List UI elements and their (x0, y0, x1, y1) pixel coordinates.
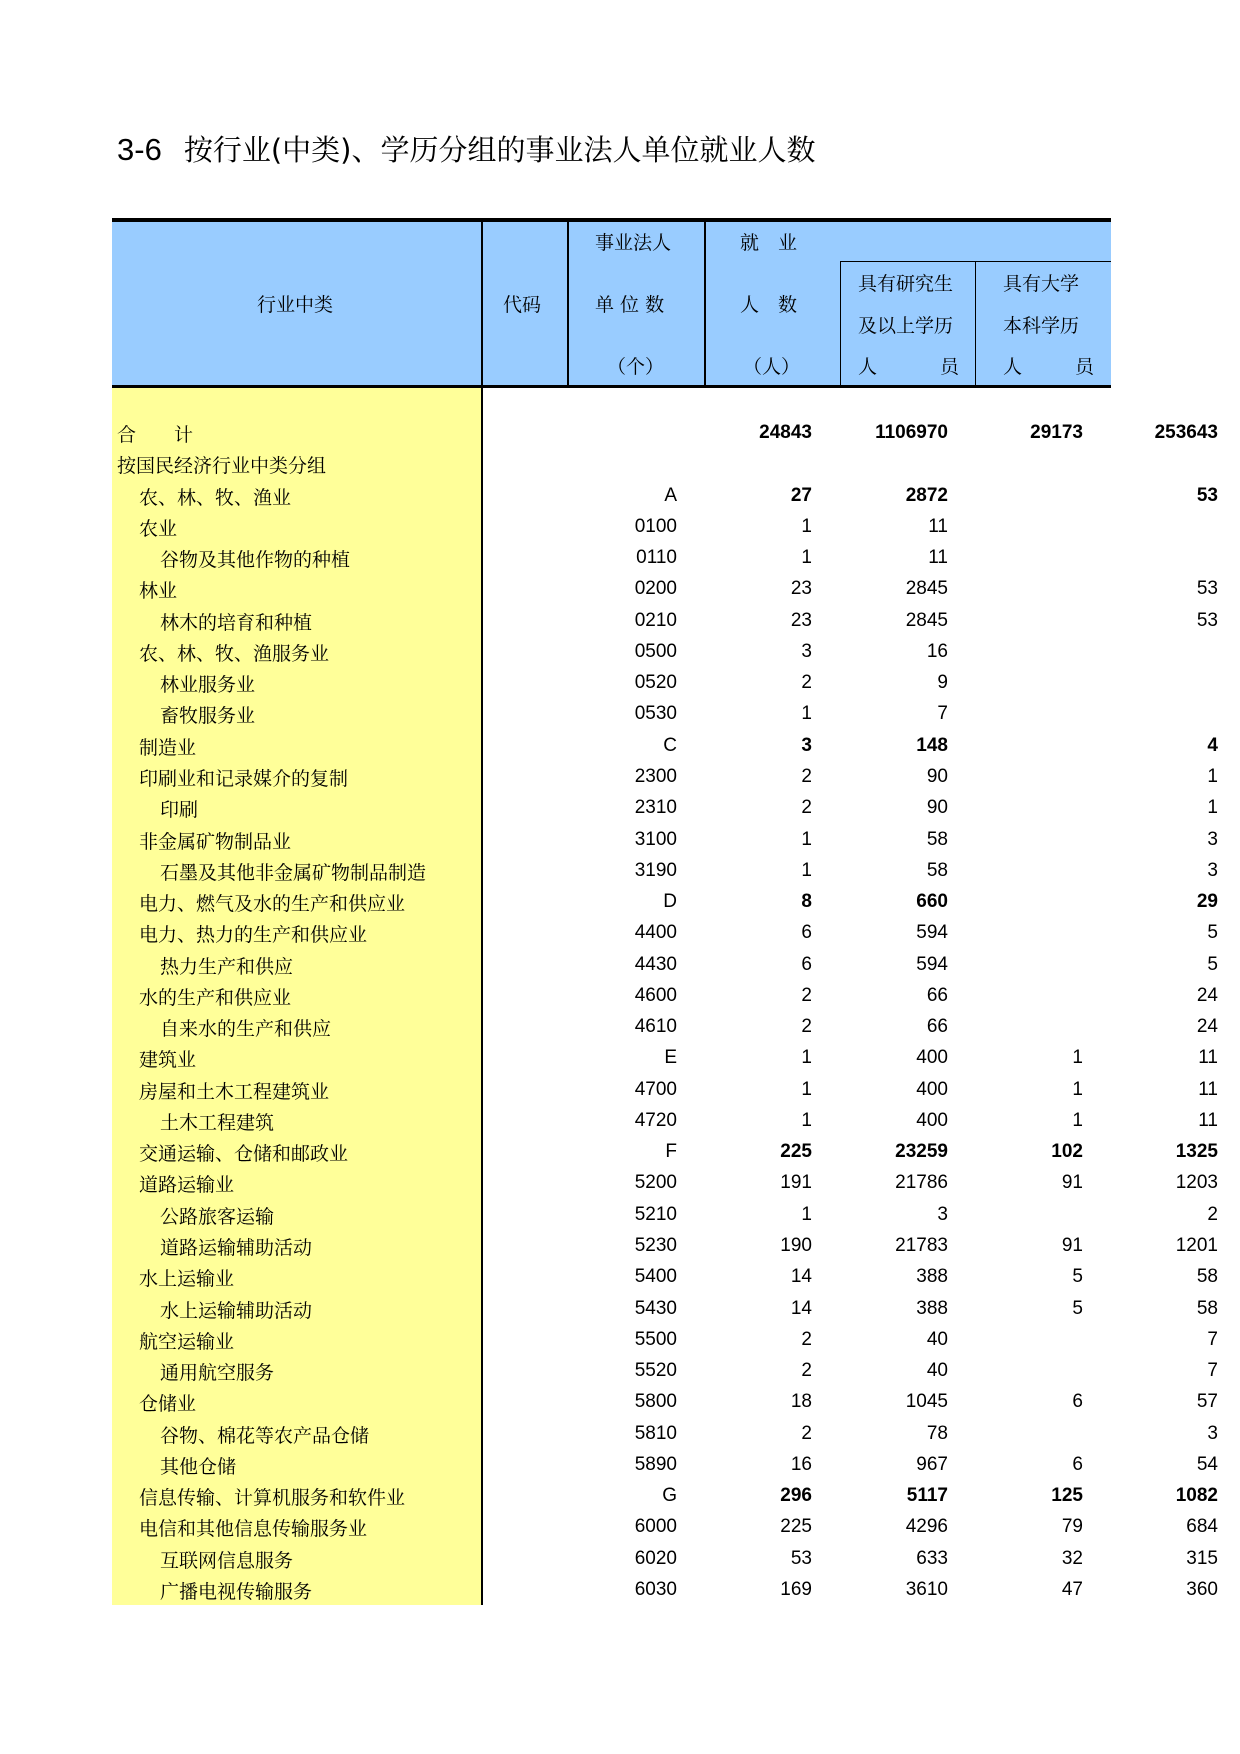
table-row (112, 1577, 1218, 1608)
industry-code: 5810 (634, 1422, 677, 1444)
industry-name: 航空运输业 (139, 1330, 235, 1353)
table-row (112, 1483, 1218, 1514)
employed-count: 11 (928, 515, 948, 537)
postgrad-count: 5 (1072, 1266, 1083, 1288)
header-bachelor-line3b: 员 (1075, 356, 1095, 378)
header-divider-postgrad (840, 261, 841, 387)
units-count: 23 (790, 578, 812, 600)
industry-code: 5520 (634, 1360, 677, 1382)
table-row (112, 451, 1111, 482)
industry-code: 0100 (634, 515, 677, 537)
units-count: 27 (790, 484, 812, 506)
industry-name: 交通运输、仓储和邮政业 (139, 1143, 349, 1166)
header-postgrad-line3a: 人 (858, 356, 878, 378)
employed-count: 58 (926, 828, 948, 850)
bachelor-count: 11 (1198, 1078, 1218, 1100)
units-count: 169 (780, 1578, 812, 1600)
table-row (112, 608, 1218, 639)
industry-code: D (663, 891, 677, 913)
industry-code: 2300 (634, 765, 677, 787)
bachelor-count: 684 (1186, 1516, 1218, 1538)
employed-count: 90 (926, 797, 948, 819)
industry-code: 4400 (634, 922, 677, 944)
units-count: 1 (801, 1203, 812, 1225)
industry-name: 石墨及其他非金属矿物制品制造 (160, 861, 427, 884)
table-row (112, 952, 1218, 983)
industry-name: 自来水的生产和供应 (160, 1018, 332, 1041)
employed-count: 2872 (905, 484, 948, 506)
table-row (112, 1327, 1218, 1358)
industry-name: 印刷业和记录媒介的复制 (139, 767, 349, 790)
industry-code: 6000 (634, 1516, 677, 1538)
bachelor-count: 1325 (1175, 1141, 1218, 1163)
industry-code: 4720 (634, 1109, 677, 1131)
table-row (112, 1139, 1218, 1170)
employed-count: 23259 (895, 1141, 948, 1163)
industry-name: 谷物、棉花等农产品仓储 (160, 1424, 370, 1447)
table-row (112, 701, 1111, 732)
bachelor-count: 253643 (1154, 422, 1218, 443)
bachelor-count: 2 (1207, 1203, 1218, 1225)
employed-count: 594 (916, 953, 948, 975)
industry-name: 按国民经济行业中类分组 (117, 455, 327, 478)
units-count: 1 (801, 547, 812, 569)
header-postgrad-line3b: 员 (940, 356, 960, 378)
industry-code: 5230 (634, 1235, 677, 1257)
bachelor-count: 58 (1196, 1266, 1218, 1288)
employed-count: 9 (937, 672, 948, 694)
table-row (112, 1264, 1218, 1295)
postgrad-count: 6 (1072, 1391, 1083, 1413)
industry-name: 水上运输业 (139, 1268, 235, 1291)
units-count: 14 (790, 1266, 812, 1288)
industry-name: 印刷 (160, 799, 199, 822)
units-count: 2 (801, 797, 812, 819)
industry-code: 5890 (634, 1453, 677, 1475)
industry-code: 5800 (634, 1391, 677, 1413)
bachelor-count: 1 (1207, 765, 1218, 787)
header-divider-employed (704, 221, 706, 387)
industry-code: 4610 (634, 1016, 677, 1038)
industry-name: 非金属矿物制品业 (139, 830, 292, 853)
units-count: 23 (790, 609, 812, 631)
postgrad-count: 47 (1061, 1578, 1083, 1600)
header-units-line2: 单 位 数 (595, 294, 665, 316)
employed-count: 7 (937, 703, 948, 725)
bachelor-count: 57 (1196, 1391, 1218, 1413)
industry-name: 水上运输辅助活动 (160, 1299, 313, 1322)
bachelor-count: 11 (1198, 1109, 1218, 1131)
industry-code: F (665, 1141, 677, 1163)
table-row (112, 983, 1218, 1014)
industry-code: 5400 (634, 1266, 677, 1288)
table-row (112, 1045, 1218, 1076)
bachelor-count: 1082 (1175, 1485, 1218, 1507)
header-divider-units (567, 221, 569, 387)
bachelor-count: 1201 (1175, 1235, 1218, 1257)
postgrad-count: 125 (1051, 1485, 1083, 1507)
postgrad-count: 1 (1072, 1109, 1083, 1131)
employed-count: 594 (916, 922, 948, 944)
units-count: 1 (801, 1109, 812, 1131)
postgrad-count: 1 (1072, 1047, 1083, 1069)
bachelor-count: 360 (1186, 1578, 1218, 1600)
industry-name: 公路旅客运输 (160, 1205, 275, 1228)
bachelor-count: 24 (1196, 984, 1218, 1006)
units-count: 1 (801, 1078, 812, 1100)
table-row (112, 858, 1218, 889)
page-title (117, 128, 815, 169)
postgrad-count: 6 (1072, 1453, 1083, 1475)
industry-name: 互联网信息服务 (160, 1549, 294, 1572)
bachelor-count: 315 (1186, 1547, 1218, 1569)
table-row (112, 545, 1111, 576)
employed-count: 66 (926, 1016, 948, 1038)
industry-code: 3100 (634, 828, 677, 850)
industry-code: 5200 (634, 1172, 677, 1194)
employed-count: 1106970 (875, 422, 948, 443)
employed-count: 21786 (895, 1172, 948, 1194)
industry-name: 合 计 (117, 424, 194, 446)
units-count: 296 (780, 1485, 812, 1507)
table-number: 3-6 (117, 132, 162, 167)
postgrad-count: 5 (1072, 1297, 1083, 1319)
employed-count: 16 (926, 640, 948, 662)
units-count: 1 (801, 859, 812, 881)
industry-name: 电力、热力的生产和供应业 (139, 924, 368, 947)
table-row (112, 639, 1111, 670)
header-code: 代码 (503, 294, 542, 316)
employed-count: 633 (916, 1547, 948, 1569)
table-row (112, 1014, 1218, 1045)
industry-code: 5500 (634, 1328, 677, 1350)
industry-code: A (664, 484, 677, 506)
header-employed-line3: （人） (743, 356, 801, 378)
header-divider-bachelor (975, 261, 976, 387)
bachelor-count: 11 (1198, 1047, 1218, 1069)
table-row (112, 670, 1111, 701)
units-count: 3 (801, 640, 812, 662)
bachelor-count: 58 (1196, 1297, 1218, 1319)
employed-count: 967 (916, 1453, 948, 1475)
industry-code: 0500 (634, 640, 677, 662)
units-count: 225 (780, 1141, 812, 1163)
employed-count: 388 (916, 1297, 948, 1319)
units-count: 24843 (759, 422, 812, 443)
employed-count: 660 (916, 891, 948, 913)
table-row (112, 920, 1218, 951)
table-row (112, 420, 1218, 451)
industry-name: 林业服务业 (160, 674, 256, 697)
industry-code: 0210 (634, 609, 677, 631)
units-count: 1 (801, 703, 812, 725)
units-count: 1 (801, 1047, 812, 1069)
header-employed-line1: 就 业 (740, 232, 798, 254)
industry-name: 信息传输、计算机服务和软件业 (139, 1487, 406, 1510)
employed-count: 40 (926, 1360, 948, 1382)
units-count: 2 (801, 765, 812, 787)
table-row (112, 1358, 1218, 1389)
units-count: 2 (801, 672, 812, 694)
industry-name: 农业 (139, 517, 178, 540)
employed-count: 3 (937, 1203, 948, 1225)
industry-name: 建筑业 (139, 1049, 197, 1072)
industry-name: 林业 (139, 580, 178, 603)
industry-name: 热力生产和供应 (160, 955, 294, 978)
table-row (112, 1296, 1218, 1327)
employed-count: 78 (926, 1422, 948, 1444)
units-count: 2 (801, 984, 812, 1006)
employed-count: 11 (928, 547, 948, 569)
industry-code: 4600 (634, 984, 677, 1006)
industry-name: 谷物及其他作物的种植 (160, 549, 351, 572)
industry-name: 农、林、牧、渔业 (139, 486, 292, 509)
table-row (112, 576, 1218, 607)
header-units-line3: （个） (607, 356, 665, 378)
table-row (112, 1233, 1218, 1264)
employed-count: 400 (916, 1109, 948, 1131)
units-count: 2 (801, 1360, 812, 1382)
industry-code: 5210 (634, 1203, 677, 1225)
table-row (112, 827, 1218, 858)
table-row (112, 764, 1218, 795)
postgrad-count: 91 (1061, 1172, 1083, 1194)
industry-name: 电信和其他信息传输服务业 (139, 1518, 368, 1541)
employed-count: 1045 (905, 1391, 948, 1413)
industry-name: 道路运输辅助活动 (160, 1237, 313, 1260)
industry-name: 广播电视传输服务 (160, 1580, 313, 1603)
bachelor-count: 5 (1207, 953, 1218, 975)
postgrad-count: 32 (1061, 1547, 1083, 1569)
header-employed-line2: 人 数 (740, 294, 798, 316)
industry-name: 制造业 (139, 736, 197, 759)
postgrad-count: 102 (1051, 1141, 1083, 1163)
postgrad-count: 29173 (1030, 422, 1083, 443)
employed-count: 148 (916, 734, 948, 756)
industry-name: 水的生产和供应业 (139, 986, 292, 1009)
industry-code: 4700 (634, 1078, 677, 1100)
units-count: 6 (801, 922, 812, 944)
bachelor-count: 53 (1196, 484, 1218, 506)
employed-count: 400 (916, 1047, 948, 1069)
table-row (112, 483, 1218, 514)
bachelor-count: 29 (1196, 891, 1218, 913)
bachelor-count: 3 (1207, 859, 1218, 881)
industry-code: E (664, 1047, 677, 1069)
employed-count: 5117 (906, 1485, 948, 1507)
header-divider-code (481, 221, 483, 387)
table-row (112, 733, 1218, 764)
employed-count: 90 (926, 765, 948, 787)
industry-name: 其他仓储 (160, 1455, 237, 1478)
header-postgrad-line2: 及以上学历 (858, 315, 954, 337)
postgrad-count: 79 (1061, 1516, 1083, 1538)
industry-name: 房屋和土木工程建筑业 (139, 1080, 330, 1103)
table-row (112, 1514, 1218, 1545)
industry-code: 6020 (634, 1547, 677, 1569)
employed-count: 2845 (905, 578, 948, 600)
units-count: 2 (801, 1328, 812, 1350)
table-row (112, 1546, 1218, 1577)
industry-code: 6030 (634, 1578, 677, 1600)
industry-name: 畜牧服务业 (160, 705, 256, 728)
table-row (112, 889, 1218, 920)
bachelor-count: 53 (1196, 609, 1218, 631)
industry-name: 林木的培育和种植 (160, 611, 313, 634)
bachelor-count: 54 (1196, 1453, 1218, 1475)
industry-code: 5430 (634, 1297, 677, 1319)
industry-name: 农、林、牧、渔服务业 (139, 642, 330, 665)
units-count: 2 (801, 1016, 812, 1038)
employed-count: 21783 (895, 1235, 948, 1257)
header-bachelor-line2: 本科学历 (1003, 315, 1080, 337)
bachelor-count: 7 (1207, 1328, 1218, 1350)
bachelor-count: 24 (1196, 1016, 1218, 1038)
industry-name: 道路运输业 (139, 1174, 235, 1197)
industry-code: 0520 (634, 672, 677, 694)
units-count: 225 (780, 1516, 812, 1538)
header-postgrad-line1: 具有研究生 (858, 273, 954, 295)
units-count: 18 (790, 1391, 812, 1413)
bachelor-count: 4 (1207, 734, 1218, 756)
units-count: 53 (790, 1547, 812, 1569)
table-row (112, 1452, 1218, 1483)
table-row (112, 1108, 1218, 1139)
employed-count: 66 (926, 984, 948, 1006)
bachelor-count: 7 (1207, 1360, 1218, 1382)
units-count: 2 (801, 1422, 812, 1444)
employed-count: 40 (926, 1328, 948, 1350)
units-count: 191 (780, 1172, 812, 1194)
industry-name: 电力、燃气及水的生产和供应业 (139, 893, 406, 916)
bachelor-count: 1 (1207, 797, 1218, 819)
employed-count: 400 (916, 1078, 948, 1100)
table-row (112, 795, 1218, 826)
postgrad-count: 1 (1072, 1078, 1083, 1100)
industry-code: 4430 (634, 953, 677, 975)
industry-name: 仓储业 (139, 1393, 197, 1416)
industry-code: 0110 (636, 547, 677, 569)
table-row (112, 1389, 1218, 1420)
industry-code: C (663, 734, 677, 756)
bachelor-count: 53 (1196, 578, 1218, 600)
industry-name: 土木工程建筑 (160, 1111, 275, 1134)
units-count: 1 (801, 828, 812, 850)
industry-code: 2310 (634, 797, 677, 819)
table-row (112, 1077, 1218, 1108)
header-bachelor-line1: 具有大学 (1003, 273, 1080, 295)
industry-code: G (662, 1485, 677, 1507)
bachelor-count: 5 (1207, 922, 1218, 944)
employed-count: 3610 (905, 1578, 948, 1600)
units-count: 190 (780, 1235, 812, 1257)
units-count: 14 (790, 1297, 812, 1319)
bachelor-count: 3 (1207, 828, 1218, 850)
employed-count: 2845 (905, 609, 948, 631)
header-bachelor-line3a: 人 (1003, 356, 1023, 378)
table-row (112, 1170, 1218, 1201)
bachelor-count: 1203 (1175, 1172, 1218, 1194)
table-row (112, 514, 1111, 545)
employed-count: 388 (916, 1266, 948, 1288)
industry-name: 通用航空服务 (160, 1362, 275, 1385)
units-count: 6 (801, 953, 812, 975)
units-count: 1 (801, 515, 812, 537)
industry-code: 0200 (634, 578, 677, 600)
industry-code: 0530 (634, 703, 677, 725)
header-industry: 行业中类 (257, 294, 334, 316)
header-units-line1: 事业法人 (595, 232, 672, 254)
units-count: 3 (801, 734, 812, 756)
bachelor-count: 3 (1207, 1422, 1218, 1444)
industry-code: 3190 (634, 859, 677, 881)
employed-count: 4296 (905, 1516, 948, 1538)
table-row (112, 1202, 1218, 1233)
units-count: 16 (790, 1453, 812, 1475)
postgrad-count: 91 (1061, 1235, 1083, 1257)
table-title: 按行业(中类)、学历分组的事业法人单位就业人数 (183, 133, 816, 167)
table-row (112, 1421, 1218, 1452)
units-count: 8 (801, 891, 812, 913)
employed-count: 58 (926, 859, 948, 881)
